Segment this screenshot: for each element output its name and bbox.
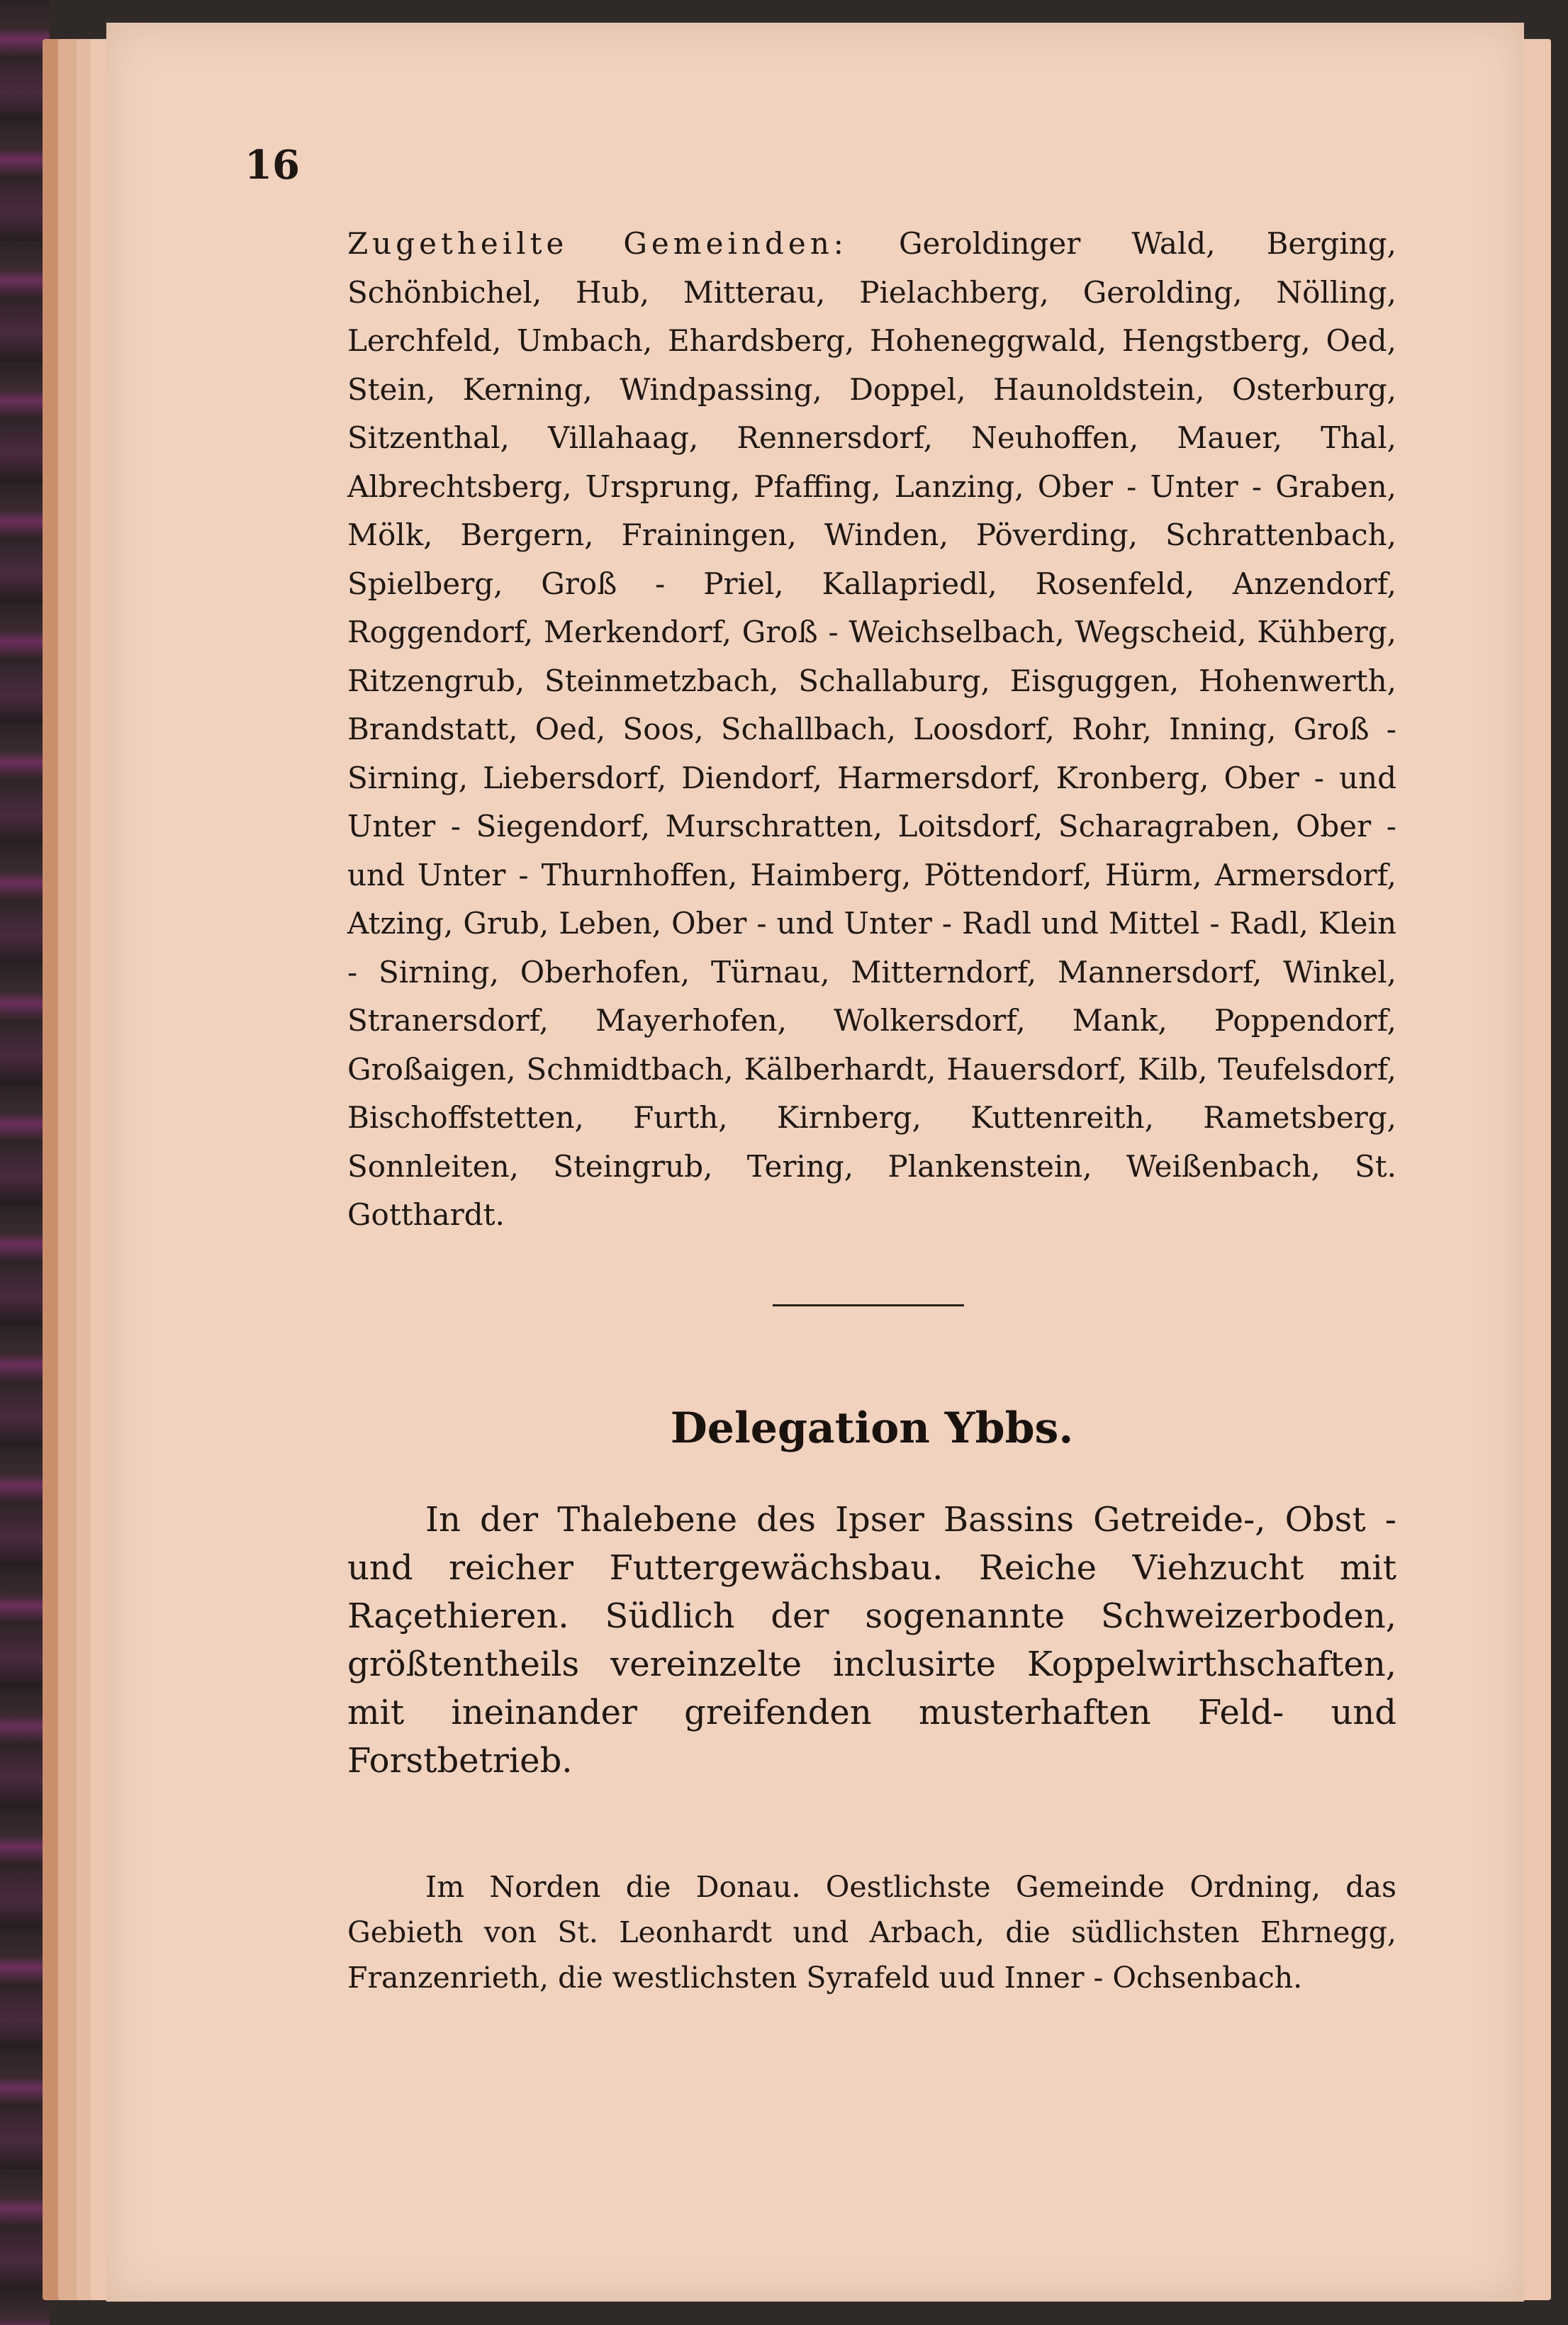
communes-paragraph xyxy=(347,220,1396,1240)
section-divider xyxy=(773,1304,964,1306)
paragraph-agriculture: In der Thalebene des Ipser Bassins Getreide-, Obst - und reicher Futtergewächsbau. Reiche Viehzucht mit Raçethieren. Südlich der sogenannte Schweizerboden, größtentheils vereinzelte inclusirte Koppelwirthschaften, mit ineinander greifenden musterhaften Feld- und Forstbetrieb. xyxy=(347,1500,1396,1781)
page-number: 16 xyxy=(245,142,300,189)
communes-label: Zugetheilte Gemeinden: xyxy=(347,226,848,261)
communes-list: Geroldinger Wald, Berging, Schönbichel, Hub, Mitterau, Pielachberg, Gerolding, Nölling, Lerchfeld, Umbach, Ehardsberg, Hoheneggwald, Hengstberg, Oed, Stein, Kerning, Windpassing, Doppel, Haunoldstein, Osterburg, Sitzenthal, Villahaag, Rennersdorf, Neuhoffen, Mauer, Thal, Albrechtsberg, Ursprung, Pfaffing, Lanzing, Ober - Unter - Graben, Mölk, Bergern, Frainingen, Winden, Pöverding, Schrattenbach, Spielberg, Groß - Priel, Kallapriedl, Rosenfeld, Anzendorf, Roggendorf, Merkendorf, Groß - Weichselbach, Wegscheid, Kühberg, Ritzengrub, Steinmetzbach, Schallaburg, Eisguggen, Hohenwerth, Brandstatt, Oed, Soos, Schallbach, Loosdorf, Rohr, Inning, Groß - Sirning, Liebersdorf, Diendorf, Harmersdorf, Kronberg, Ober - und Unter - Siegendorf, Murschratten, Loitsdorf, Scharagraben, Ober - und Unter - Thurnhoffen, Haimberg, Pöttendorf, Hürm, Armersdorf, Atzing, Grub, Leben, Ober - und Unter - Radl und Mittel - Radl, Klein - Sirning, Oberhofen, Türnau, Mitterndorf, Mannersdorf, Winkel, Stranersdorf, Mayerhofen, Wolkersdorf, Mank, Poppendorf, Großaigen, Schmidtbach, Kälberhardt, Hauersdorf, Kilb, Teufelsdorf, Bischoffstetten, Furth, Kirnberg, Kuttenreith, Rametsberg, Sonnleiten, Steingrub, Tering, Plankenstein, Weißenbach, St. Gotthardt. xyxy=(347,226,1397,1232)
section-heading: Delegation Ybbs. xyxy=(670,1404,1074,1453)
paragraph-boundaries: Im Norden die Donau. Oestlichste Gemeinde Ordning, das Gebieth von St. Leonhardt und Arbach, die südlichsten Ehrnegg, Franzenrieth, die westlichsten Syrafeld uud Inner - Ochsenbach. xyxy=(347,1870,1396,1995)
